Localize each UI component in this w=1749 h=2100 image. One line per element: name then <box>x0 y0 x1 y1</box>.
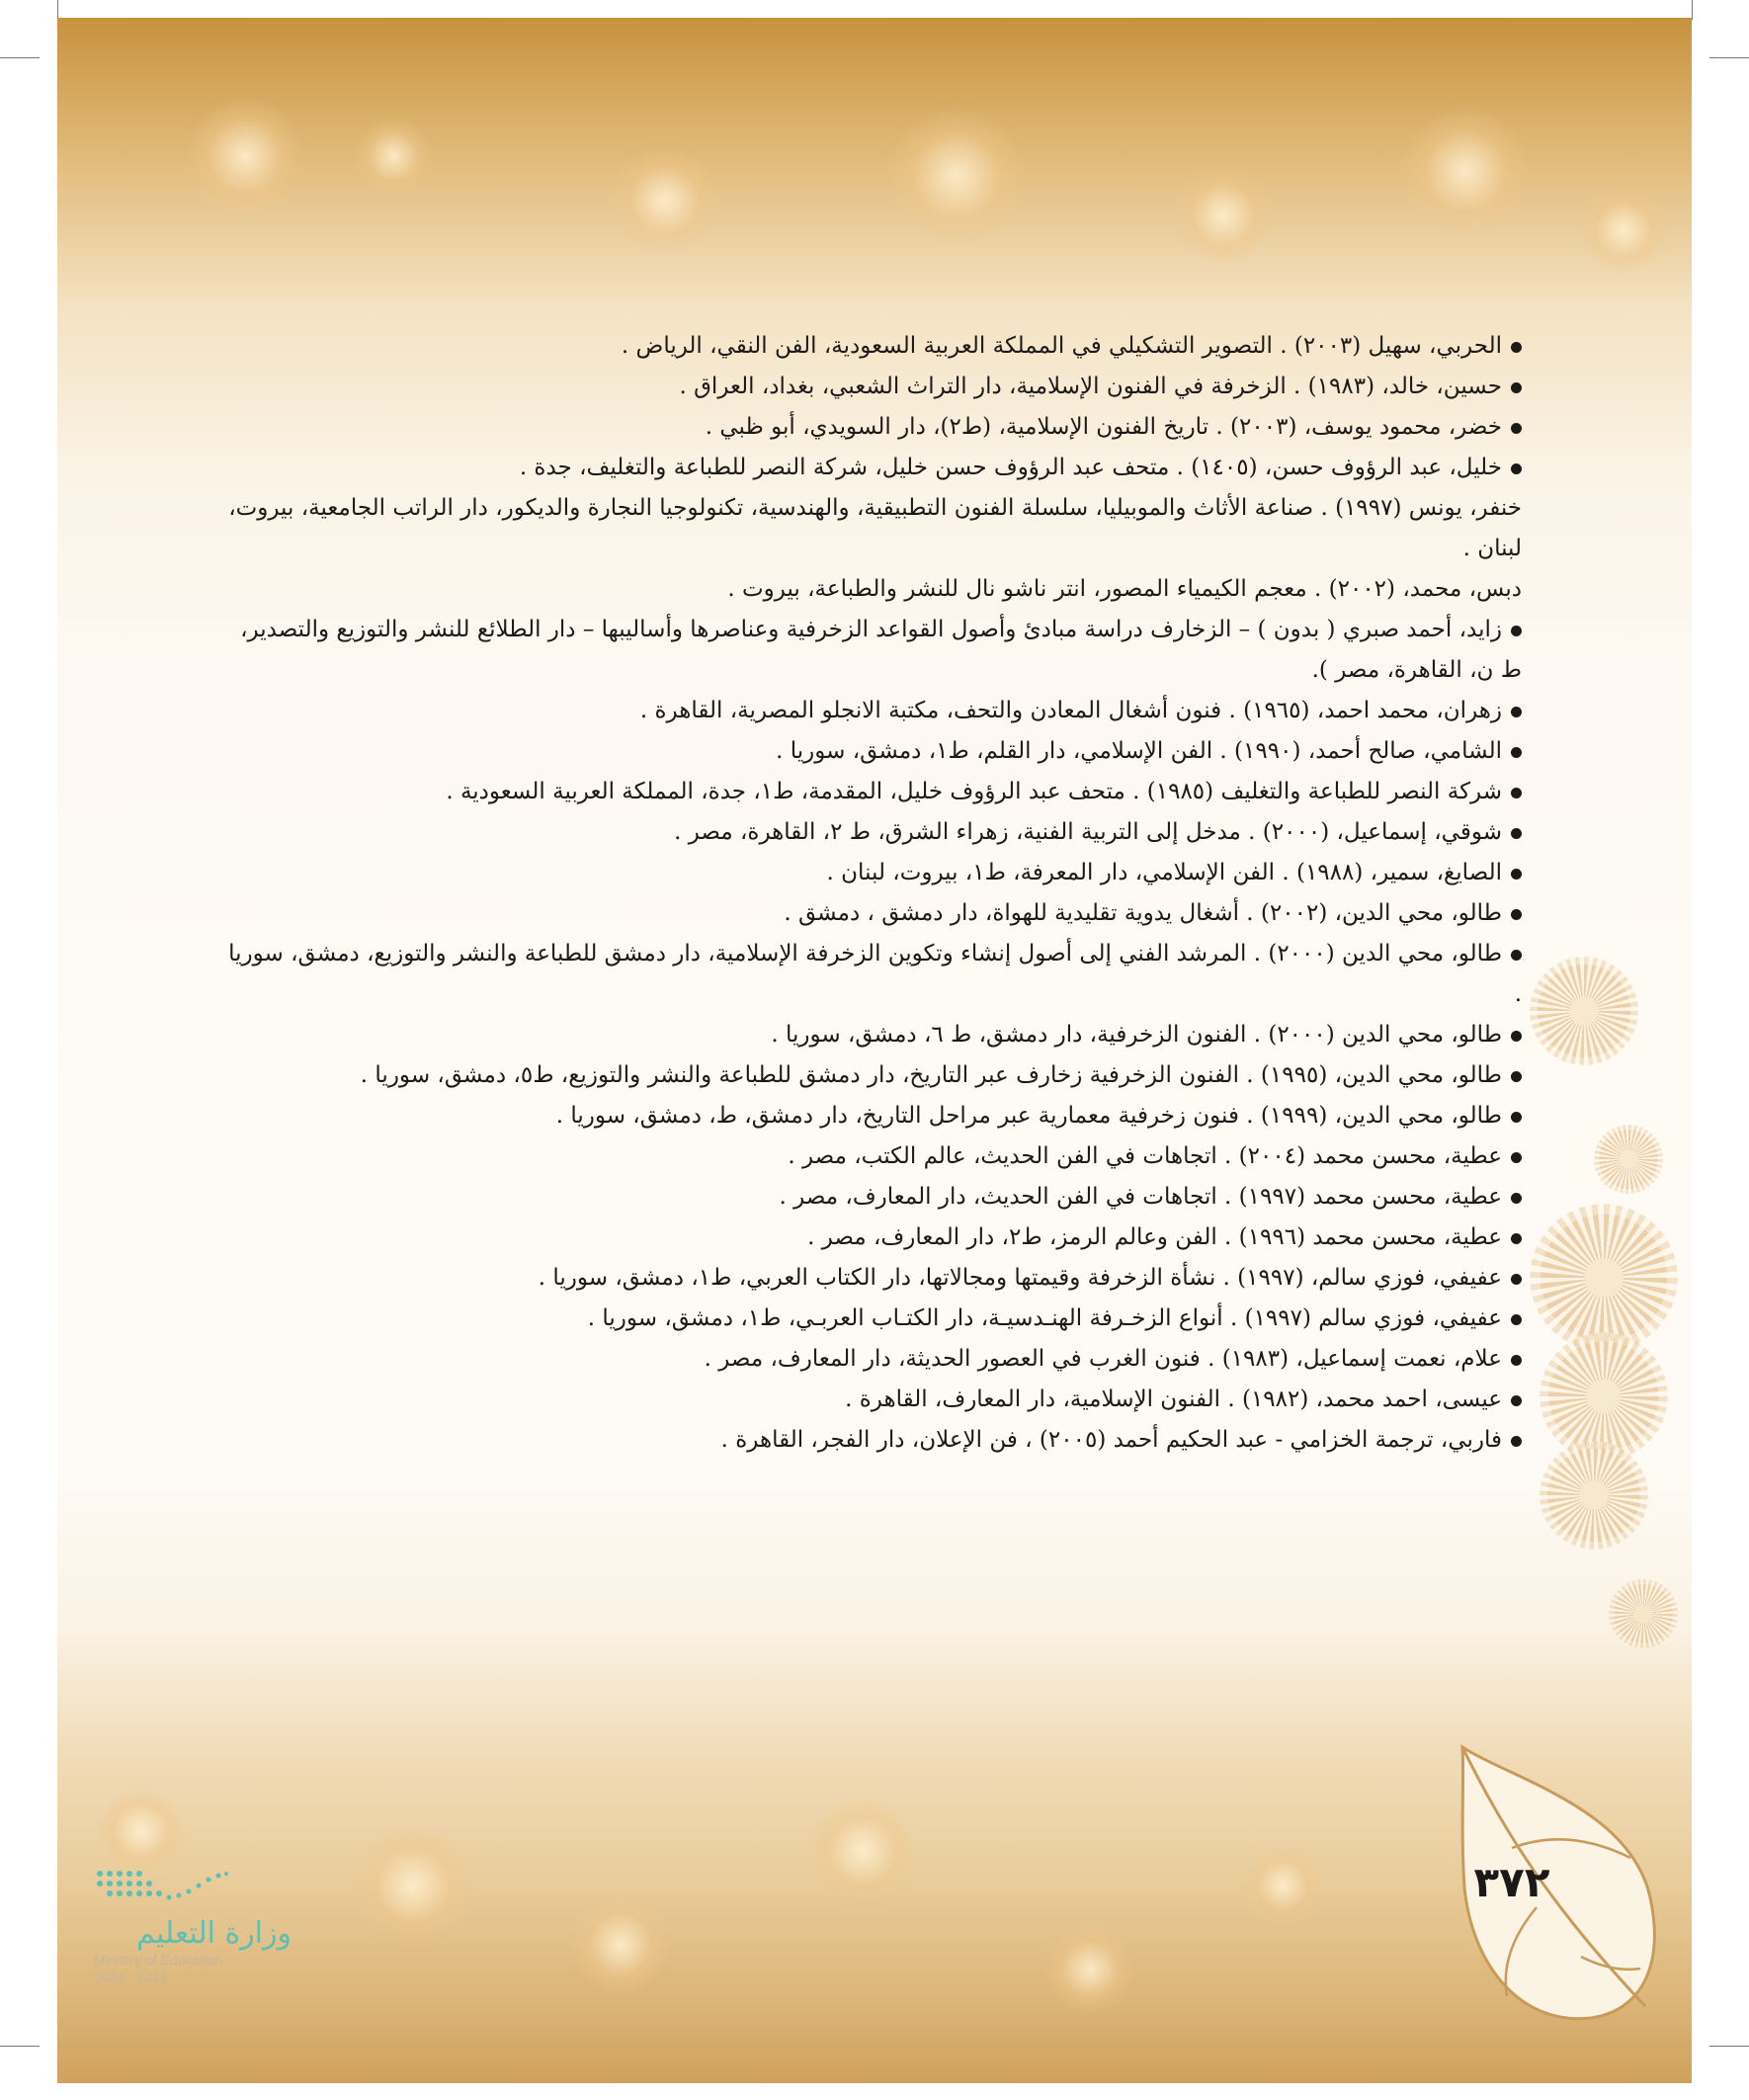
rosette-decoration <box>1530 1204 1678 1352</box>
reference-item: دبس، محمد، (٢٠٠٢) . معجم الكيمياء المصور، انتر ناشو نال للنشر والطباعة، بيروت . <box>727 576 1522 602</box>
crop-mark <box>57 0 58 20</box>
crop-mark <box>0 2046 40 2047</box>
reference-item: الشامي، صالح أحمد، (١٩٩٠) . الفن الإسلامي، دار القلم، ط١، دمشق، سوريا . <box>217 731 1522 772</box>
reference-item: عطية، محسن محمد (١٩٩٦) . الفن وعالم الرمز، ط٢، دار المعارف، مصر . <box>217 1218 1522 1258</box>
reference-item: شركة النصر للطباعة والتغليف (١٩٨٥) . متحف عبد الرؤوف خليل، المقدمة، ط١، جدة، المملكة العربية السعودية . <box>217 772 1522 812</box>
reference-item: طالو، محي الدين، (٢٠٠٢) . أشغال يدوية تقليدية للهواة، دار دمشق ، دمشق . <box>217 893 1522 934</box>
rosette-decoration <box>1540 1441 1648 1550</box>
bokeh-decoration <box>1174 166 1273 265</box>
bokeh-decoration <box>611 146 719 255</box>
ministry-name-english: Ministry of Education <box>94 1952 222 1968</box>
ministry-name-arabic: وزارة التعليم <box>135 1916 292 1951</box>
reference-item: طالو، محي الدين (٢٠٠٠) . المرشد الفني إلى أصول إنشاء وتكوين الزخرفة الإسلامية، دار دمشق للطباعة والنشر والتوزيع، دمشق، سوريا . <box>217 934 1522 1015</box>
bokeh-decoration <box>1045 1925 1134 2014</box>
rosette-decoration <box>1594 1125 1663 1194</box>
bokeh-decoration <box>97 1787 186 1876</box>
reference-item: فاربي، ترجمة الخزامي - عبد الحكيم أحمد (٢٠٠٥) ، فن الإعلان، دار الفجر، القاهرة . <box>217 1420 1522 1461</box>
reference-item: خليل، عبد الرؤوف حسن، (١٤٠٥) . متحف عبد الرؤوف حسن خليل، شركة النصر للطباعة والتغليف، جدة . <box>217 448 1522 488</box>
crop-mark <box>1709 2046 1749 2047</box>
bokeh-decoration <box>808 1797 917 1905</box>
reference-item: عيسى، احمد محمد، (١٩٨٢) . الفنون الإسلامية، دار المعارف، القاهرة . <box>217 1380 1522 1420</box>
references-list <box>217 326 1522 1461</box>
reference-item: الحربي، سهيل (٢٠٠٣) . التصوير التشكيلي في المملكة العربية السعودية، الفن النقي، الرياض . <box>217 326 1522 367</box>
bokeh-decoration <box>186 97 304 215</box>
bokeh-decoration <box>1579 186 1668 275</box>
reference-item: زايد، أحمد صبري ( بدون ) – الزخارف دراسة مبادئ وأصول القواعد الزخرفية وعناصرها وأساليبها – دار الطلائع للنشر والتوزيع والتصدير، ط ن، القاهرة، مصر ). <box>217 610 1522 691</box>
reference-item: طالو، محي الدين، (١٩٩٩) . فنون زخرفية معمارية عبر مراحل التاريخ، دار دمشق، ط، دمشق، سوريا . <box>217 1096 1522 1136</box>
reference-item: علام، نعمت إسماعيل، (١٩٨٣) . فنون الغرب في العصور الحديثة، دار المعارف، مصر . <box>217 1339 1522 1380</box>
reference-item: عفيفي، فوزي سالم، (١٩٩٧) . نشأة الزخرفة وقيمتها ومجالاتها، دار الكتاب العربي، ط١، دمشق، سوريا . <box>217 1258 1522 1299</box>
bokeh-decoration <box>354 1826 472 1945</box>
rosette-decoration <box>1609 1579 1678 1648</box>
crop-mark <box>1692 0 1693 20</box>
reference-item: عطية، محسن محمد (٢٠٠٤) . اتجاهات في الفن الحديث، عالم الكتب، مصر . <box>217 1136 1522 1177</box>
reference-item: طالو، محي الدين (٢٠٠٠) . الفنون الزخرفية، دار دمشق، ط ٦، دمشق، سوريا . <box>217 1015 1522 1055</box>
reference-item: عفيفي، فوزي سالم (١٩٩٧) . أنواع الزخـرفة الهنـدسيـة، دار الكتـاب العربـي، ط١، دمشق، سوريا . <box>217 1299 1522 1339</box>
rosette-decoration <box>1530 957 1638 1065</box>
reference-item: زهران، محمد احمد، (١٩٦٥) . فنون أشغال المعادن والتحف، مكتبة الانجلو المصرية، القاهرة . <box>217 691 1522 731</box>
reference-item: خنفر، يونس (١٩٩٧) . صناعة الأثاث والموبيليا، سلسلة الفنون التطبيقية، والهندسية، تكنولوجيا النجارة والديكور، دار الراتب الجامعية، بيروت، لبنان . <box>228 495 1522 561</box>
bokeh-decoration <box>571 1895 670 1994</box>
ministry-year: 2024 - 1446 <box>94 1970 168 1985</box>
crop-mark <box>0 57 40 58</box>
crop-mark <box>1709 57 1749 58</box>
reference-item: عطية، محسن محمد (١٩٩٧) . اتجاهات في الفن الحديث، دار المعارف، مصر . <box>217 1177 1522 1218</box>
reference-item: الصايغ، سمير، (١٩٨٨) . الفن الإسلامي، دار المعرفة، ط١، بيروت، لبنان . <box>217 853 1522 893</box>
ministry-dots-icon <box>94 1868 232 1909</box>
reference-item: شوقي، إسماعيل، (٢٠٠٠) . مدخل إلى التربية الفنية، زهراء الشرق، ط ٢، القاهرة، مصر . <box>217 812 1522 853</box>
bokeh-decoration <box>354 117 433 196</box>
reference-item: خضر، محمود يوسف، (٢٠٠٣) . تاريخ الفنون الإسلامية، (ط٢)، دار السويدي، أبو ظبي . <box>217 407 1522 448</box>
bokeh-decoration <box>887 107 1026 245</box>
reference-item: حسين، خالد، (١٩٨٣) . الزخرفة في الفنون الإسلامية، دار التراث الشعبي، بغداد، العراق . <box>217 367 1522 407</box>
ministry-logo <box>94 1868 292 1986</box>
bokeh-decoration <box>1401 107 1530 235</box>
bokeh-decoration <box>1243 1846 1322 1925</box>
reference-item: طالو، محي الدين، (١٩٩٥) . الفنون الزخرفية زخارف عبر التاريخ، دار دمشق للطباعة والنشر والتوزيع، ط٥، دمشق، سوريا . <box>217 1055 1522 1096</box>
page-number: ٣٧٢ <box>1473 1858 1550 1906</box>
